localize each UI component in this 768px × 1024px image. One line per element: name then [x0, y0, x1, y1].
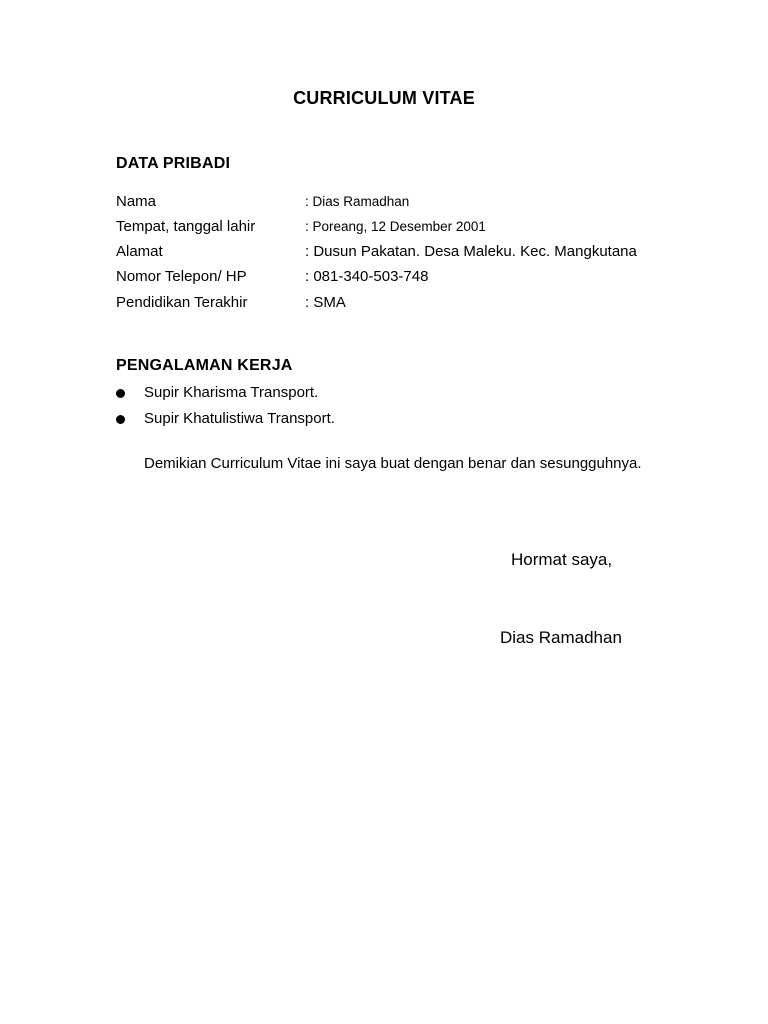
field-row-phone: [116, 268, 696, 290]
document-title: CURRICULUM VITAE: [293, 88, 475, 108]
field-value: : Dusun Pakatan. Desa Maleku. Kec. Mangkutana: [305, 243, 637, 260]
field-row-education: [116, 294, 696, 316]
list-item-text: Supir Kharisma Transport.: [144, 384, 319, 401]
field-value: : Dias Ramadhan: [305, 194, 410, 209]
closing-statement: Demikian Curriculum Vitae ini saya buat dengan benar dan sesungguhnya.: [144, 455, 642, 472]
field-row-birth: [116, 218, 696, 240]
field-label: Alamat: [116, 243, 163, 260]
regards-text: Hormat saya,: [511, 550, 613, 569]
field-row-address: [116, 243, 696, 265]
field-value: : Poreang, 12 Desember 2001: [305, 219, 486, 234]
field-value: : SMA: [305, 294, 346, 311]
bullet-icon: [116, 415, 125, 424]
field-row-name: [116, 193, 696, 215]
list-item-text: Supir Khatulistiwa Transport.: [144, 410, 335, 427]
field-label: Nama: [116, 193, 157, 210]
field-label: Pendidikan Terakhir: [116, 294, 248, 311]
field-label: Nomor Telepon/ HP: [116, 268, 247, 285]
field-label: Tempat, tanggal lahir: [116, 218, 256, 235]
field-value: : 081-340-503-748: [305, 268, 429, 285]
bullet-icon: [116, 389, 125, 398]
signature-name: Dias Ramadhan: [500, 628, 622, 647]
work-experience-heading: PENGALAMAN KERJA: [116, 357, 293, 374]
personal-data-heading: DATA PRIBADI: [116, 155, 231, 172]
